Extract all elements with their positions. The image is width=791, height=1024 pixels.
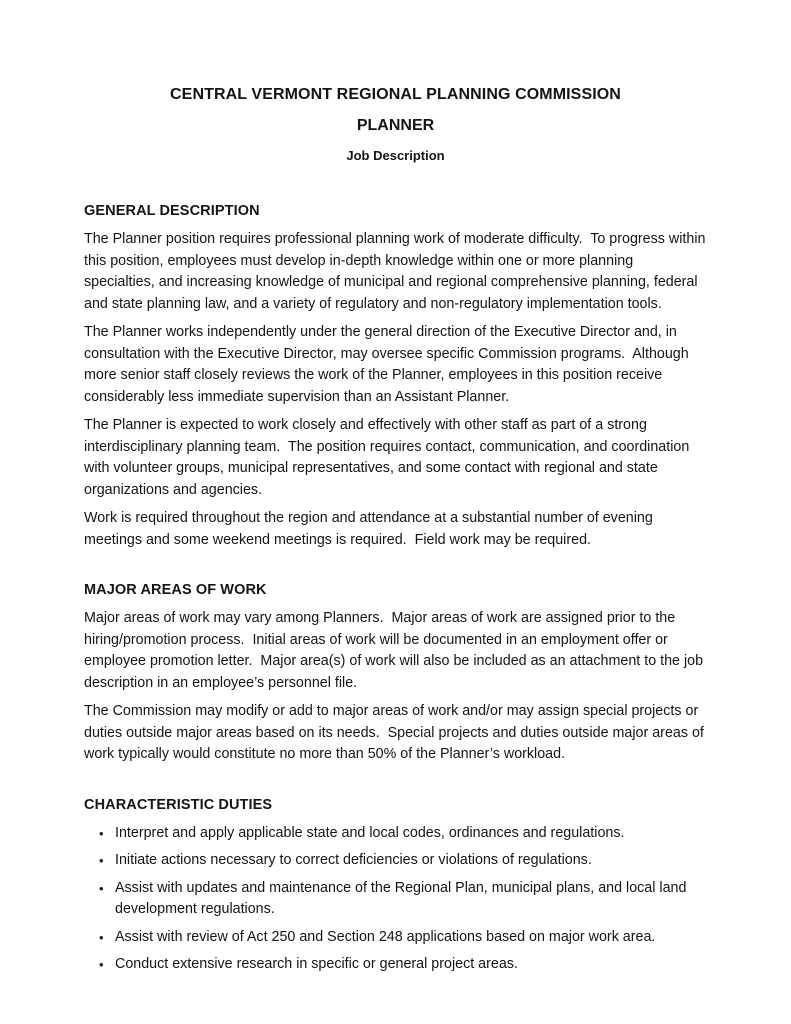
list-item bbox=[84, 823, 707, 845]
duties-list bbox=[84, 823, 707, 976]
section-heading: GENERAL DESCRIPTION bbox=[84, 203, 260, 219]
list-item-text: Initiate actions necessary to correct deficiencies or violations of regulations. bbox=[115, 852, 592, 868]
paragraph: The Commission may modify or add to major areas of work and/or may assign special projects or duties outside major areas based on its needs. Special projects and duties outside major areas of work typically would constitute no more than 50% of the Planner’s workload. bbox=[84, 703, 708, 762]
bullet-icon: • bbox=[99, 825, 104, 841]
bullet-icon: • bbox=[99, 957, 104, 972]
list-item-text: Interpret and apply applicable state and local codes, ordinances and regulations. bbox=[115, 824, 625, 841]
list-item-text: Assist with review of Act 250 and Section 248 applications based on major work area. bbox=[115, 928, 656, 945]
paragraph: The Planner works independently under the general direction of the Executive Director and, in consultation with the Executive Director, may oversee specific Commission programs. Although more senior staff closely reviews the work of the Planner, employees in this position receive considerably less immediate supervision than an Assistant Planner. bbox=[84, 324, 693, 405]
list-item-text: Conduct extensive research in specific or general project areas. bbox=[115, 956, 518, 972]
section-heading: CHARACTERISTIC DUTIES bbox=[84, 796, 273, 813]
document-title: CENTRAL VERMONT REGIONAL PLANNING COMMISSION bbox=[170, 86, 621, 103]
section-characteristic-duties bbox=[84, 797, 707, 976]
section-general-description bbox=[84, 203, 710, 551]
paragraph: Major areas of work may vary among Planners. Major areas of work are assigned prior to the hiring/promotion process. Initial areas of work will be documented in an employment offer or employee promotion letter. Major area(s) of work will also be included as an attachment to the job description in an employee’s personnel file. bbox=[84, 610, 708, 691]
bullet-icon: • bbox=[99, 853, 104, 868]
list-item bbox=[84, 878, 707, 921]
paragraph: The Planner position requires professional planning work of moderate difficulty. To progress within this position, employees must develop in-depth knowledge within one or more planning specialties, and increasing knowledge of municipal and regional comprehensive planning, federal and state planning law, and a variety of regulatory and non-regulatory implementation tools. bbox=[84, 231, 710, 312]
document-subtitle: PLANNER bbox=[356, 117, 435, 134]
list-item bbox=[84, 927, 707, 949]
section-heading: MAJOR AREAS OF WORK bbox=[84, 582, 267, 598]
list-item bbox=[84, 850, 707, 872]
section-major-areas-of-work bbox=[84, 582, 707, 766]
list-item bbox=[84, 954, 707, 976]
paragraph: The Planner is expected to work closely and effectively with other staff as part of a strong interdisciplinary planning team. The position requires contact, communication, and coordination with volunteer groups, municipal representatives, and some contact with regional and state organizations and agencies. bbox=[84, 417, 694, 498]
document-header bbox=[84, 86, 707, 163]
paragraph: Work is required throughout the region and attendance at a substantial number of evening meetings and some weekend meetings is required. Field work may be required. bbox=[84, 510, 657, 548]
list-item-text: Assist with updates and maintenance of the Regional Plan, municipal plans, and local land development regulations. bbox=[115, 879, 691, 917]
document-type-label: Job Description bbox=[346, 148, 445, 163]
bullet-icon: • bbox=[99, 880, 104, 896]
bullet-icon: • bbox=[99, 929, 104, 945]
